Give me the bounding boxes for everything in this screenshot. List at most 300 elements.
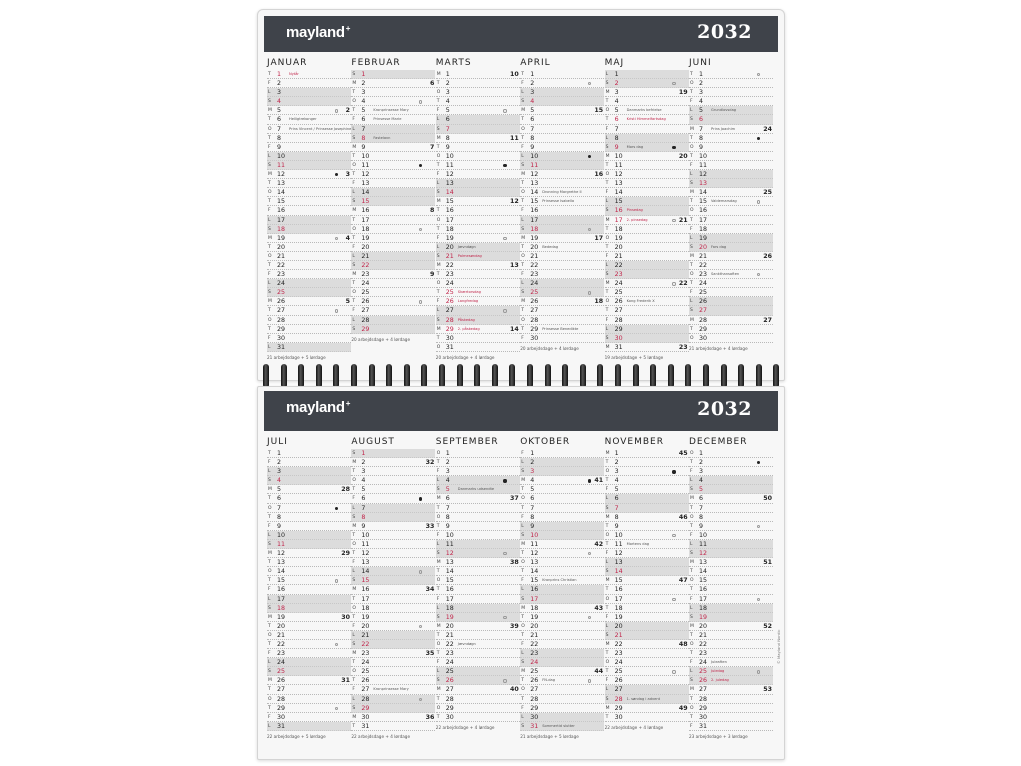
day-row[interactable] [520, 297, 604, 306]
day-row[interactable] [605, 667, 689, 676]
day-row[interactable] [689, 558, 773, 567]
day-row[interactable] [689, 685, 773, 694]
day-row[interactable] [267, 252, 351, 261]
day-row[interactable] [605, 604, 689, 613]
day-row[interactable] [520, 649, 604, 658]
day-row[interactable] [267, 567, 351, 576]
day-row[interactable] [267, 540, 351, 549]
day-row[interactable] [689, 467, 773, 476]
day-row[interactable] [689, 695, 773, 704]
day-row[interactable] [436, 325, 520, 334]
day-row[interactable] [436, 558, 520, 567]
day-row[interactable] [605, 316, 689, 325]
day-row[interactable] [605, 558, 689, 567]
day-row[interactable] [520, 188, 604, 197]
day-row[interactable] [605, 216, 689, 225]
day-row[interactable] [436, 504, 520, 513]
day-row[interactable] [351, 243, 435, 252]
day-row[interactable] [605, 152, 689, 161]
day-row[interactable] [605, 467, 689, 476]
day-row[interactable] [351, 704, 435, 713]
day-row[interactable] [267, 243, 351, 252]
day-row[interactable] [605, 622, 689, 631]
day-row[interactable] [436, 297, 520, 306]
day-row[interactable] [689, 485, 773, 494]
day-row[interactable] [436, 179, 520, 188]
day-row[interactable] [267, 270, 351, 279]
day-row[interactable] [689, 70, 773, 79]
day-row[interactable] [351, 115, 435, 124]
day-row[interactable] [689, 325, 773, 334]
day-row[interactable] [605, 161, 689, 170]
day-row[interactable] [520, 206, 604, 215]
day-row[interactable] [351, 197, 435, 206]
day-row[interactable] [605, 206, 689, 215]
day-row[interactable] [436, 79, 520, 88]
day-row[interactable] [689, 576, 773, 585]
day-row[interactable] [520, 225, 604, 234]
day-row[interactable] [267, 334, 351, 343]
day-row[interactable] [436, 549, 520, 558]
day-row[interactable] [267, 343, 351, 352]
day-row[interactable] [520, 79, 604, 88]
day-row[interactable] [605, 540, 689, 549]
day-row[interactable] [351, 325, 435, 334]
day-row[interactable] [689, 115, 773, 124]
day-row[interactable] [351, 458, 435, 467]
day-row[interactable] [436, 649, 520, 658]
day-row[interactable] [605, 115, 689, 124]
day-row[interactable] [520, 513, 604, 522]
day-row[interactable] [351, 279, 435, 288]
day-row[interactable] [520, 125, 604, 134]
day-row[interactable] [689, 234, 773, 243]
day-row[interactable] [351, 297, 435, 306]
day-row[interactable] [267, 70, 351, 79]
day-row[interactable] [520, 713, 604, 722]
day-row[interactable] [267, 325, 351, 334]
day-row[interactable] [520, 170, 604, 179]
day-row[interactable] [267, 97, 351, 106]
day-row[interactable] [605, 97, 689, 106]
day-row[interactable] [351, 558, 435, 567]
day-row[interactable] [436, 458, 520, 467]
day-row[interactable] [520, 143, 604, 152]
day-row[interactable] [689, 567, 773, 576]
day-row[interactable] [436, 161, 520, 170]
day-row[interactable] [520, 585, 604, 594]
day-row[interactable] [605, 334, 689, 343]
day-row[interactable] [436, 685, 520, 694]
day-row[interactable] [436, 522, 520, 531]
day-row[interactable] [267, 216, 351, 225]
day-row[interactable] [351, 540, 435, 549]
day-row[interactable] [267, 604, 351, 613]
day-row[interactable] [436, 676, 520, 685]
day-row[interactable] [689, 143, 773, 152]
day-row[interactable] [605, 713, 689, 722]
day-row[interactable] [267, 522, 351, 531]
day-row[interactable] [689, 667, 773, 676]
day-row[interactable] [351, 613, 435, 622]
day-row[interactable] [689, 106, 773, 115]
day-row[interactable] [267, 234, 351, 243]
day-row[interactable] [267, 695, 351, 704]
day-row[interactable] [689, 585, 773, 594]
day-row[interactable] [520, 306, 604, 315]
day-row[interactable] [436, 288, 520, 297]
day-row[interactable] [605, 504, 689, 513]
day-row[interactable] [436, 585, 520, 594]
day-row[interactable] [436, 595, 520, 604]
day-row[interactable] [436, 695, 520, 704]
day-row[interactable] [520, 179, 604, 188]
day-row[interactable] [267, 558, 351, 567]
day-row[interactable] [351, 316, 435, 325]
day-row[interactable] [351, 143, 435, 152]
day-row[interactable] [689, 658, 773, 667]
day-row[interactable] [267, 458, 351, 467]
day-row[interactable] [520, 243, 604, 252]
day-row[interactable] [351, 695, 435, 704]
day-row[interactable] [436, 631, 520, 640]
day-row[interactable] [436, 513, 520, 522]
day-row[interactable] [520, 640, 604, 649]
day-row[interactable] [436, 476, 520, 485]
day-row[interactable] [605, 595, 689, 604]
day-row[interactable] [520, 531, 604, 540]
day-row[interactable] [267, 713, 351, 722]
day-row[interactable] [520, 288, 604, 297]
day-row[interactable] [436, 115, 520, 124]
day-row[interactable] [267, 640, 351, 649]
day-row[interactable] [351, 134, 435, 143]
day-row[interactable] [267, 667, 351, 676]
day-row[interactable] [351, 504, 435, 513]
day-row[interactable] [267, 595, 351, 604]
day-row[interactable] [351, 88, 435, 97]
day-row[interactable] [267, 279, 351, 288]
day-row[interactable] [520, 576, 604, 585]
day-row[interactable] [520, 595, 604, 604]
day-row[interactable] [436, 170, 520, 179]
day-row[interactable] [520, 622, 604, 631]
day-row[interactable] [689, 604, 773, 613]
day-row[interactable] [689, 297, 773, 306]
day-row[interactable] [267, 476, 351, 485]
day-row[interactable] [436, 567, 520, 576]
day-row[interactable] [520, 252, 604, 261]
day-row[interactable] [436, 334, 520, 343]
day-row[interactable] [520, 88, 604, 97]
day-row[interactable] [605, 106, 689, 115]
day-row[interactable] [267, 316, 351, 325]
day-row[interactable] [351, 252, 435, 261]
day-row[interactable] [267, 622, 351, 631]
day-row[interactable] [520, 449, 604, 458]
day-row[interactable] [436, 667, 520, 676]
day-row[interactable] [436, 485, 520, 494]
day-row[interactable] [605, 695, 689, 704]
day-row[interactable] [436, 143, 520, 152]
day-row[interactable] [689, 306, 773, 315]
day-row[interactable] [436, 206, 520, 215]
day-row[interactable] [520, 704, 604, 713]
day-row[interactable] [689, 225, 773, 234]
day-row[interactable] [267, 449, 351, 458]
day-row[interactable] [689, 713, 773, 722]
day-row[interactable] [689, 449, 773, 458]
day-row[interactable] [351, 576, 435, 585]
day-row[interactable] [351, 485, 435, 494]
day-row[interactable] [605, 279, 689, 288]
day-row[interactable] [267, 306, 351, 315]
day-row[interactable] [351, 685, 435, 694]
day-row[interactable] [520, 115, 604, 124]
day-row[interactable] [689, 97, 773, 106]
day-row[interactable] [689, 188, 773, 197]
day-row[interactable] [267, 613, 351, 622]
day-row[interactable] [520, 485, 604, 494]
day-row[interactable] [436, 576, 520, 585]
day-row[interactable] [520, 97, 604, 106]
day-row[interactable] [605, 513, 689, 522]
day-row[interactable] [351, 667, 435, 676]
day-row[interactable] [605, 522, 689, 531]
day-row[interactable] [436, 704, 520, 713]
day-row[interactable] [436, 316, 520, 325]
day-row[interactable] [351, 79, 435, 88]
day-row[interactable] [351, 234, 435, 243]
day-row[interactable] [689, 595, 773, 604]
day-row[interactable] [267, 658, 351, 667]
day-row[interactable] [605, 179, 689, 188]
day-row[interactable] [436, 197, 520, 206]
day-row[interactable] [267, 125, 351, 134]
day-row[interactable] [267, 685, 351, 694]
day-row[interactable] [436, 234, 520, 243]
day-row[interactable] [689, 261, 773, 270]
day-row[interactable] [689, 243, 773, 252]
day-row[interactable] [605, 252, 689, 261]
day-row[interactable] [605, 494, 689, 503]
day-row[interactable] [689, 513, 773, 522]
day-row[interactable] [520, 494, 604, 503]
day-row[interactable] [605, 125, 689, 134]
day-row[interactable] [351, 676, 435, 685]
day-row[interactable] [689, 152, 773, 161]
day-row[interactable] [351, 288, 435, 297]
day-row[interactable] [267, 88, 351, 97]
day-row[interactable] [436, 306, 520, 315]
day-row[interactable] [605, 685, 689, 694]
day-row[interactable] [605, 325, 689, 334]
day-row[interactable] [267, 704, 351, 713]
day-row[interactable] [267, 649, 351, 658]
day-row[interactable] [351, 476, 435, 485]
day-row[interactable] [689, 252, 773, 261]
day-row[interactable] [689, 197, 773, 206]
day-row[interactable] [605, 704, 689, 713]
day-row[interactable] [351, 567, 435, 576]
day-row[interactable] [689, 531, 773, 540]
day-row[interactable] [351, 152, 435, 161]
day-row[interactable] [520, 234, 604, 243]
day-row[interactable] [520, 558, 604, 567]
day-row[interactable] [689, 476, 773, 485]
day-row[interactable] [689, 522, 773, 531]
day-row[interactable] [267, 134, 351, 143]
day-row[interactable] [689, 676, 773, 685]
day-row[interactable] [351, 531, 435, 540]
day-row[interactable] [351, 179, 435, 188]
day-row[interactable] [520, 106, 604, 115]
day-row[interactable] [351, 270, 435, 279]
day-row[interactable] [436, 604, 520, 613]
day-row[interactable] [605, 70, 689, 79]
day-row[interactable] [267, 504, 351, 513]
day-row[interactable] [605, 170, 689, 179]
day-row[interactable] [605, 243, 689, 252]
day-row[interactable] [351, 161, 435, 170]
day-row[interactable] [267, 143, 351, 152]
day-row[interactable] [605, 234, 689, 243]
day-row[interactable] [689, 649, 773, 658]
day-row[interactable] [520, 134, 604, 143]
day-row[interactable] [436, 125, 520, 134]
day-row[interactable] [605, 88, 689, 97]
day-row[interactable] [267, 170, 351, 179]
day-row[interactable] [605, 549, 689, 558]
day-row[interactable] [605, 658, 689, 667]
day-row[interactable] [267, 485, 351, 494]
day-row[interactable] [605, 640, 689, 649]
day-row[interactable] [436, 243, 520, 252]
day-row[interactable] [436, 658, 520, 667]
day-row[interactable] [520, 695, 604, 704]
day-row[interactable] [605, 649, 689, 658]
day-row[interactable] [605, 576, 689, 585]
day-row[interactable] [267, 206, 351, 215]
day-row[interactable] [351, 722, 435, 731]
day-row[interactable] [351, 225, 435, 234]
day-row[interactable] [351, 449, 435, 458]
day-row[interactable] [520, 316, 604, 325]
day-row[interactable] [689, 631, 773, 640]
day-row[interactable] [436, 70, 520, 79]
day-row[interactable] [351, 549, 435, 558]
day-row[interactable] [689, 270, 773, 279]
day-row[interactable] [436, 640, 520, 649]
day-row[interactable] [351, 604, 435, 613]
day-row[interactable] [689, 458, 773, 467]
day-row[interactable] [351, 622, 435, 631]
day-row[interactable] [351, 125, 435, 134]
day-row[interactable] [520, 70, 604, 79]
day-row[interactable] [267, 197, 351, 206]
day-row[interactable] [605, 567, 689, 576]
day-row[interactable] [520, 325, 604, 334]
day-row[interactable] [351, 595, 435, 604]
day-row[interactable] [436, 494, 520, 503]
day-row[interactable] [689, 134, 773, 143]
day-row[interactable] [689, 316, 773, 325]
day-row[interactable] [689, 170, 773, 179]
day-row[interactable] [267, 585, 351, 594]
day-row[interactable] [520, 504, 604, 513]
day-row[interactable] [267, 631, 351, 640]
day-row[interactable] [605, 288, 689, 297]
day-row[interactable] [689, 334, 773, 343]
day-row[interactable] [689, 549, 773, 558]
day-row[interactable] [520, 631, 604, 640]
day-row[interactable] [351, 70, 435, 79]
day-row[interactable] [689, 622, 773, 631]
day-row[interactable] [351, 585, 435, 594]
day-row[interactable] [605, 485, 689, 494]
day-row[interactable] [267, 188, 351, 197]
day-row[interactable] [351, 170, 435, 179]
day-row[interactable] [351, 631, 435, 640]
day-row[interactable] [520, 658, 604, 667]
day-row[interactable] [436, 225, 520, 234]
day-row[interactable] [351, 494, 435, 503]
day-row[interactable] [267, 161, 351, 170]
day-row[interactable] [351, 467, 435, 476]
day-row[interactable] [267, 288, 351, 297]
day-row[interactable] [436, 531, 520, 540]
day-row[interactable] [520, 667, 604, 676]
day-row[interactable] [351, 106, 435, 115]
day-row[interactable] [520, 216, 604, 225]
day-row[interactable] [689, 704, 773, 713]
day-row[interactable] [520, 567, 604, 576]
day-row[interactable] [689, 216, 773, 225]
day-row[interactable] [351, 261, 435, 270]
day-row[interactable] [436, 97, 520, 106]
day-row[interactable] [436, 216, 520, 225]
day-row[interactable] [689, 161, 773, 170]
day-row[interactable] [520, 604, 604, 613]
day-row[interactable] [689, 494, 773, 503]
day-row[interactable] [351, 216, 435, 225]
day-row[interactable] [267, 179, 351, 188]
day-row[interactable] [689, 722, 773, 731]
day-row[interactable] [689, 613, 773, 622]
day-row[interactable] [267, 513, 351, 522]
day-row[interactable] [605, 585, 689, 594]
day-row[interactable] [351, 97, 435, 106]
day-row[interactable] [520, 197, 604, 206]
day-row[interactable] [351, 713, 435, 722]
day-row[interactable] [605, 297, 689, 306]
day-row[interactable] [351, 658, 435, 667]
day-row[interactable] [436, 134, 520, 143]
day-row[interactable] [605, 143, 689, 152]
day-row[interactable] [436, 449, 520, 458]
day-row[interactable] [267, 722, 351, 731]
day-row[interactable] [436, 540, 520, 549]
day-row[interactable] [605, 270, 689, 279]
day-row[interactable] [520, 549, 604, 558]
day-row[interactable] [520, 676, 604, 685]
day-row[interactable] [351, 649, 435, 658]
day-row[interactable] [520, 152, 604, 161]
day-row[interactable] [689, 540, 773, 549]
day-row[interactable] [605, 476, 689, 485]
day-row[interactable] [689, 279, 773, 288]
day-row[interactable] [605, 531, 689, 540]
